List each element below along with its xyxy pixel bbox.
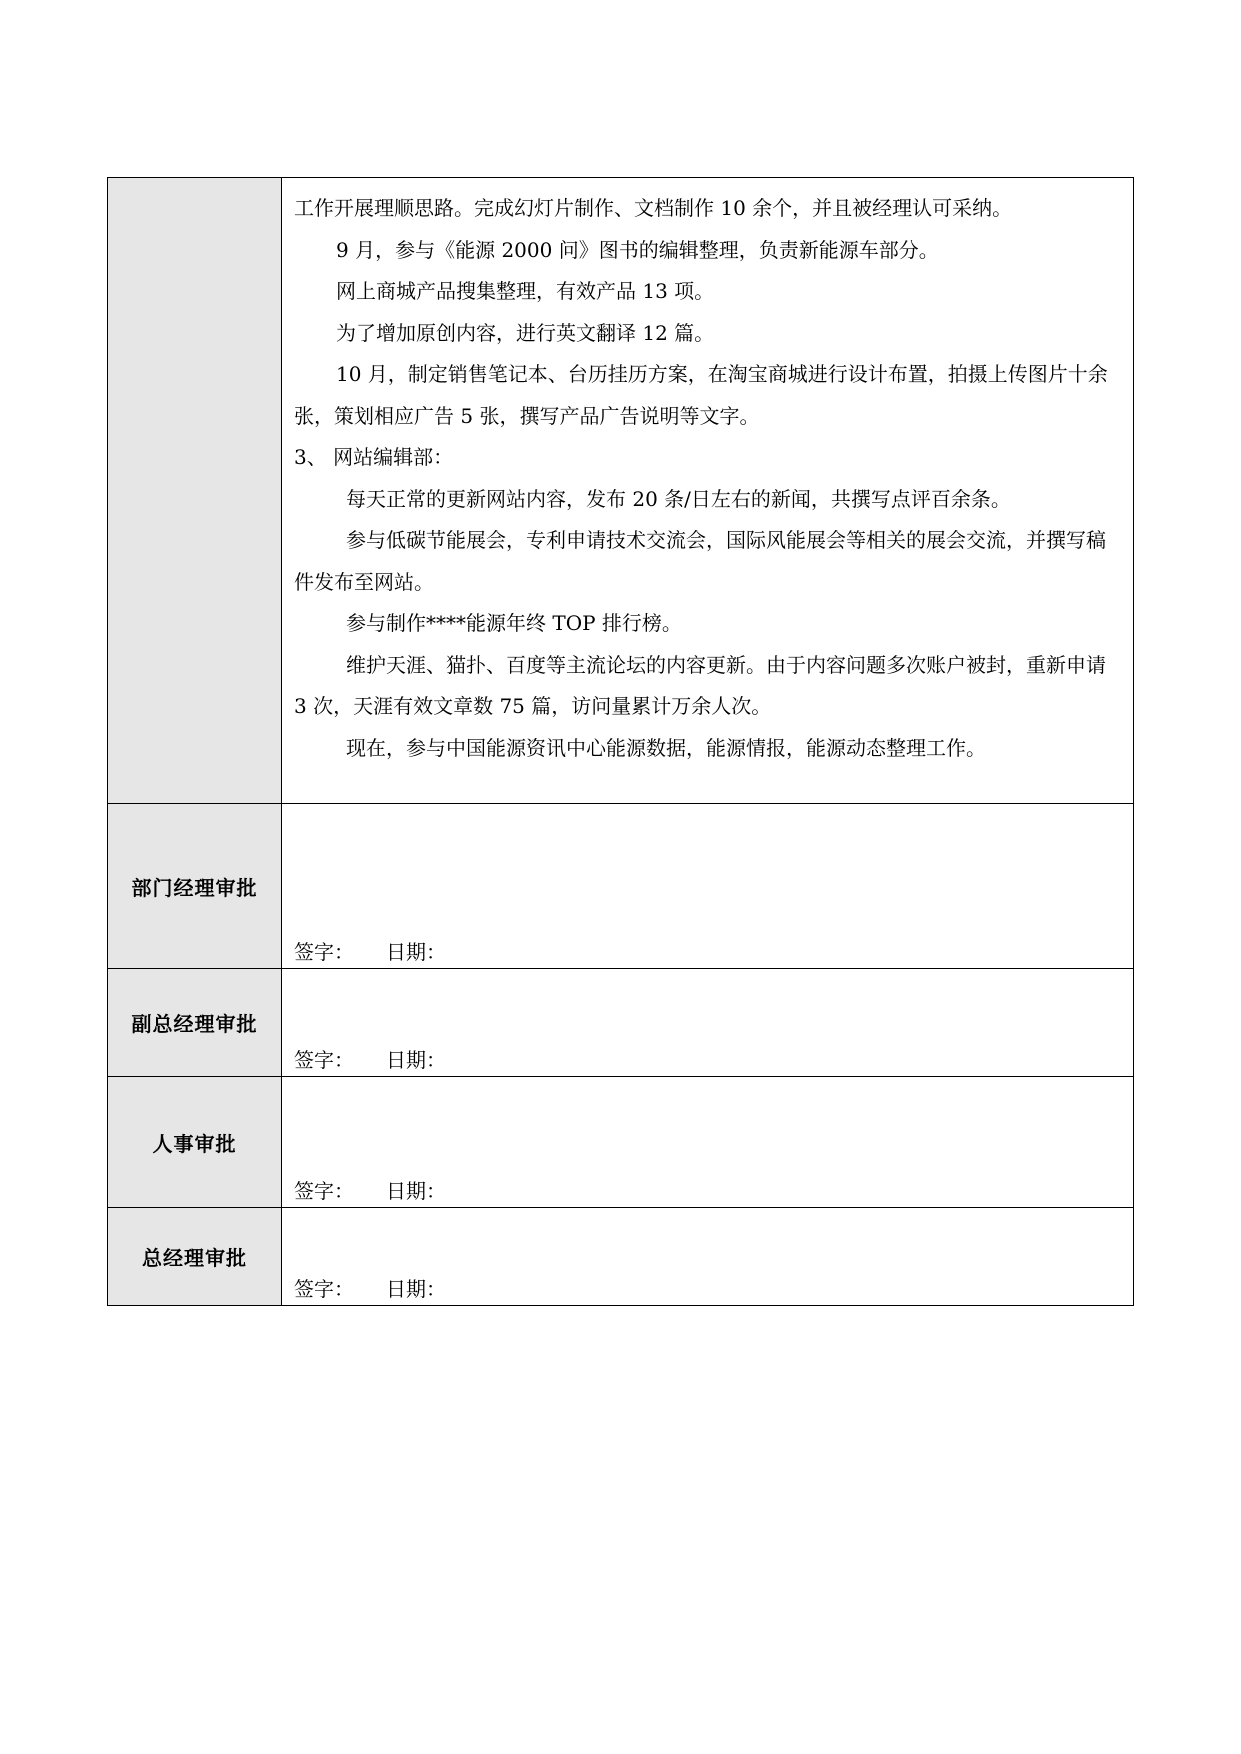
approval-form-table <box>107 177 1134 1306</box>
date-label: 日期： <box>386 1277 446 1301</box>
signature-area[interactable] <box>282 1208 1134 1306</box>
approval-label: 人事审批 <box>108 1077 282 1208</box>
work-content-cell <box>282 178 1134 804</box>
sign-label: 签字： <box>294 1179 354 1203</box>
date-label: 日期： <box>386 1048 446 1072</box>
approval-label: 副总经理审批 <box>108 969 282 1077</box>
signature-line <box>294 940 446 964</box>
section-heading: 3、 网站编辑部： <box>294 445 454 469</box>
signature-area[interactable] <box>282 969 1134 1077</box>
sign-label: 签字： <box>294 1277 354 1301</box>
signature-area[interactable] <box>282 1077 1134 1208</box>
content-line: 每天正常的更新网站内容，发布 20 条/日左右的新闻，共撰写点评百余条。 <box>346 486 1011 511</box>
sign-label: 签字： <box>294 940 354 964</box>
signature-area[interactable] <box>282 804 1134 969</box>
approval-label: 总经理审批 <box>108 1208 282 1306</box>
approval-label: 部门经理审批 <box>108 804 282 969</box>
content-line: 网上商城产品搜集整理，有效产品 13 项。 <box>336 279 715 303</box>
signature-line <box>294 1277 446 1301</box>
content-line: 现在，参与中国能源资讯中心能源数据，能源情报，能源动态整理工作。 <box>346 735 986 760</box>
approval-row-hr <box>108 1077 1134 1208</box>
content-line: 参与低碳节能展会，专利申请技术交流会，国际风能展会等相关的展会交流，并撰写稿件发布至网站。 <box>294 528 1106 594</box>
content-line: 维护天涯、猫扑、百度等主流论坛的内容更新。由于内容问题多次账户被封，重新申请 3 次，天涯有效文章数 75 篇，访问量累计万余人次。 <box>294 652 1106 718</box>
content-line: 参与制作****能源年终 TOP 排行榜。 <box>346 611 682 635</box>
approval-row-department-manager <box>108 804 1134 969</box>
work-content-row <box>108 178 1134 804</box>
approval-row-deputy-general-manager <box>108 969 1134 1077</box>
content-line: 工作开展理顺思路。完成幻灯片制作、文档制作 10 余个，并且被经理认可采纳。 <box>294 196 1013 220</box>
work-content-label-cell <box>108 178 282 804</box>
date-label: 日期： <box>386 1179 446 1203</box>
content-line: 10 月，制定销售笔记本、台历挂历方案，在淘宝商城进行设计布置，拍摄上传图片十余张，策划相应广告 5 张，撰写产品广告说明等文字。 <box>294 362 1108 428</box>
content-line: 9 月，参与《能源 2000 问》图书的编辑整理，负责新能源车部分。 <box>336 237 939 262</box>
content-line: 为了增加原创内容，进行英文翻译 12 篇。 <box>336 320 715 345</box>
signature-line <box>294 1048 446 1072</box>
signature-line <box>294 1179 446 1203</box>
date-label: 日期： <box>386 940 446 964</box>
sign-label: 签字： <box>294 1048 354 1072</box>
approval-row-general-manager <box>108 1208 1134 1306</box>
